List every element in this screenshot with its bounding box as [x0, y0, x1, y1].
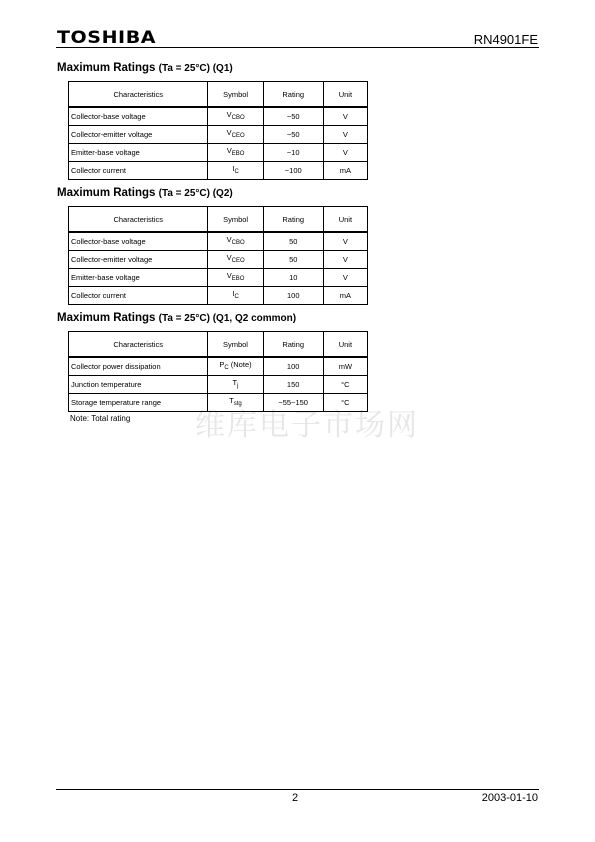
- col-header-rating: Rating: [263, 207, 323, 233]
- symbol-main: V: [226, 128, 232, 137]
- table-header-row: [69, 207, 368, 233]
- table-row: [69, 357, 368, 376]
- section-title-text: Maximum Ratings: [57, 187, 156, 199]
- watermark-text: 维库电子市场网: [195, 408, 419, 443]
- cell-unit: V: [323, 107, 367, 126]
- symbol-subscript: CEO: [231, 133, 245, 139]
- symbol-main: V: [226, 235, 232, 244]
- part-number: RN4901FE: [473, 32, 538, 47]
- symbol-subscript: EBO: [231, 151, 245, 157]
- cell-rating: 10: [263, 269, 323, 287]
- symbol-subscript: C: [234, 169, 239, 175]
- ratings-table-common: [68, 331, 368, 412]
- symbol-subscript: C: [234, 294, 239, 300]
- section-title-common: [57, 312, 296, 324]
- symbol-subscript: CEO: [231, 258, 245, 264]
- col-header-symbol: Symbol: [208, 207, 263, 233]
- cell-characteristic: Collector-base voltage: [69, 232, 208, 251]
- toshiba-logo: TOSHIBA: [57, 28, 157, 48]
- table-row: [69, 232, 368, 251]
- section-condition: (Ta = 25°C) (Q1): [158, 63, 233, 74]
- cell-characteristic: Collector current: [69, 162, 208, 180]
- cell-symbol: [208, 144, 263, 162]
- symbol-subscript: stg: [233, 401, 242, 407]
- section-title-q2: [57, 187, 233, 199]
- cell-rating: 50: [263, 251, 323, 269]
- cell-rating: −55~150: [263, 394, 323, 412]
- symbol-main: T: [232, 378, 238, 387]
- cell-unit: V: [323, 232, 367, 251]
- cell-unit: °C: [323, 394, 367, 412]
- cell-rating: −100: [263, 162, 323, 180]
- col-header-characteristics: Characteristics: [69, 332, 208, 358]
- cell-symbol: [208, 107, 263, 126]
- symbol-main: T: [229, 396, 234, 405]
- cell-symbol: [208, 357, 263, 376]
- symbol-main: V: [226, 110, 232, 119]
- symbol-main: V: [226, 146, 232, 155]
- symbol-subscript: EBO: [231, 276, 245, 282]
- cell-symbol: [208, 251, 263, 269]
- document-date: 2003-01-10: [481, 792, 538, 804]
- cell-unit: V: [323, 126, 367, 144]
- cell-unit: mA: [323, 162, 367, 180]
- cell-rating: −50: [263, 107, 323, 126]
- col-header-unit: Unit: [323, 207, 367, 233]
- table-header-row: [69, 82, 368, 108]
- symbol-subscript: CBO: [231, 240, 245, 246]
- table-row: [69, 107, 368, 126]
- cell-unit: mW: [323, 357, 367, 376]
- col-header-symbol: Symbol: [208, 82, 263, 108]
- cell-rating: 100: [263, 287, 323, 305]
- col-header-rating: Rating: [263, 82, 323, 108]
- table-row: [69, 376, 368, 394]
- col-header-rating: Rating: [263, 332, 323, 358]
- symbol-suffix: (Note): [228, 360, 252, 369]
- table-row: [69, 162, 368, 180]
- cell-unit: °C: [323, 376, 367, 394]
- section-title-text: Maximum Ratings: [57, 312, 156, 324]
- table-row: [69, 269, 368, 287]
- symbol-main: I: [232, 289, 235, 298]
- footnote: Note: Total rating: [70, 414, 131, 423]
- col-header-characteristics: Characteristics: [69, 82, 208, 108]
- cell-symbol: [208, 162, 263, 180]
- cell-symbol: [208, 269, 263, 287]
- table-row: [69, 287, 368, 305]
- section-title-q1: [57, 62, 233, 74]
- footer-divider: [56, 789, 539, 790]
- cell-symbol: [208, 126, 263, 144]
- cell-unit: V: [323, 251, 367, 269]
- symbol-subscript: C: [224, 365, 229, 371]
- symbol-subscript: j: [237, 383, 239, 389]
- cell-characteristic: Collector-emitter voltage: [69, 126, 208, 144]
- table-row: [69, 251, 368, 269]
- symbol-main: I: [232, 164, 235, 173]
- table-header-row: [69, 332, 368, 358]
- cell-symbol: [208, 376, 263, 394]
- cell-characteristic: Junction temperature: [69, 376, 208, 394]
- col-header-unit: Unit: [323, 82, 367, 108]
- symbol-subscript: CBO: [231, 115, 245, 121]
- cell-characteristic: Collector power dissipation: [69, 357, 208, 376]
- col-header-characteristics: Characteristics: [69, 207, 208, 233]
- cell-characteristic: Collector-base voltage: [69, 107, 208, 126]
- page-number: 2: [292, 792, 299, 804]
- cell-unit: mA: [323, 287, 367, 305]
- ratings-table-q2: [68, 206, 368, 305]
- section-title-text: Maximum Ratings: [57, 62, 156, 74]
- col-header-unit: Unit: [323, 332, 367, 358]
- cell-characteristic: Storage temperature range: [69, 394, 208, 412]
- col-header-symbol: Symbol: [208, 332, 263, 358]
- symbol-main: V: [226, 253, 232, 262]
- cell-rating: −10: [263, 144, 323, 162]
- header-divider: [56, 47, 539, 48]
- cell-characteristic: Emitter-base voltage: [69, 144, 208, 162]
- symbol-main: V: [226, 271, 232, 280]
- table-row: [69, 144, 368, 162]
- cell-characteristic: Collector current: [69, 287, 208, 305]
- cell-rating: −50: [263, 126, 323, 144]
- cell-rating: 100: [263, 357, 323, 376]
- section-condition: (Ta = 25°C) (Q1, Q2 common): [158, 313, 297, 324]
- cell-characteristic: Collector-emitter voltage: [69, 251, 208, 269]
- cell-symbol: [208, 394, 263, 412]
- cell-characteristic: Emitter-base voltage: [69, 269, 208, 287]
- cell-rating: 50: [263, 232, 323, 251]
- ratings-table-q1: [68, 81, 368, 180]
- cell-rating: 150: [263, 376, 323, 394]
- symbol-main: P: [219, 360, 225, 369]
- cell-unit: V: [323, 269, 367, 287]
- cell-symbol: [208, 287, 263, 305]
- table-row: [69, 394, 368, 412]
- cell-symbol: [208, 232, 263, 251]
- cell-unit: V: [323, 144, 367, 162]
- table-row: [69, 126, 368, 144]
- section-condition: (Ta = 25°C) (Q2): [158, 188, 233, 199]
